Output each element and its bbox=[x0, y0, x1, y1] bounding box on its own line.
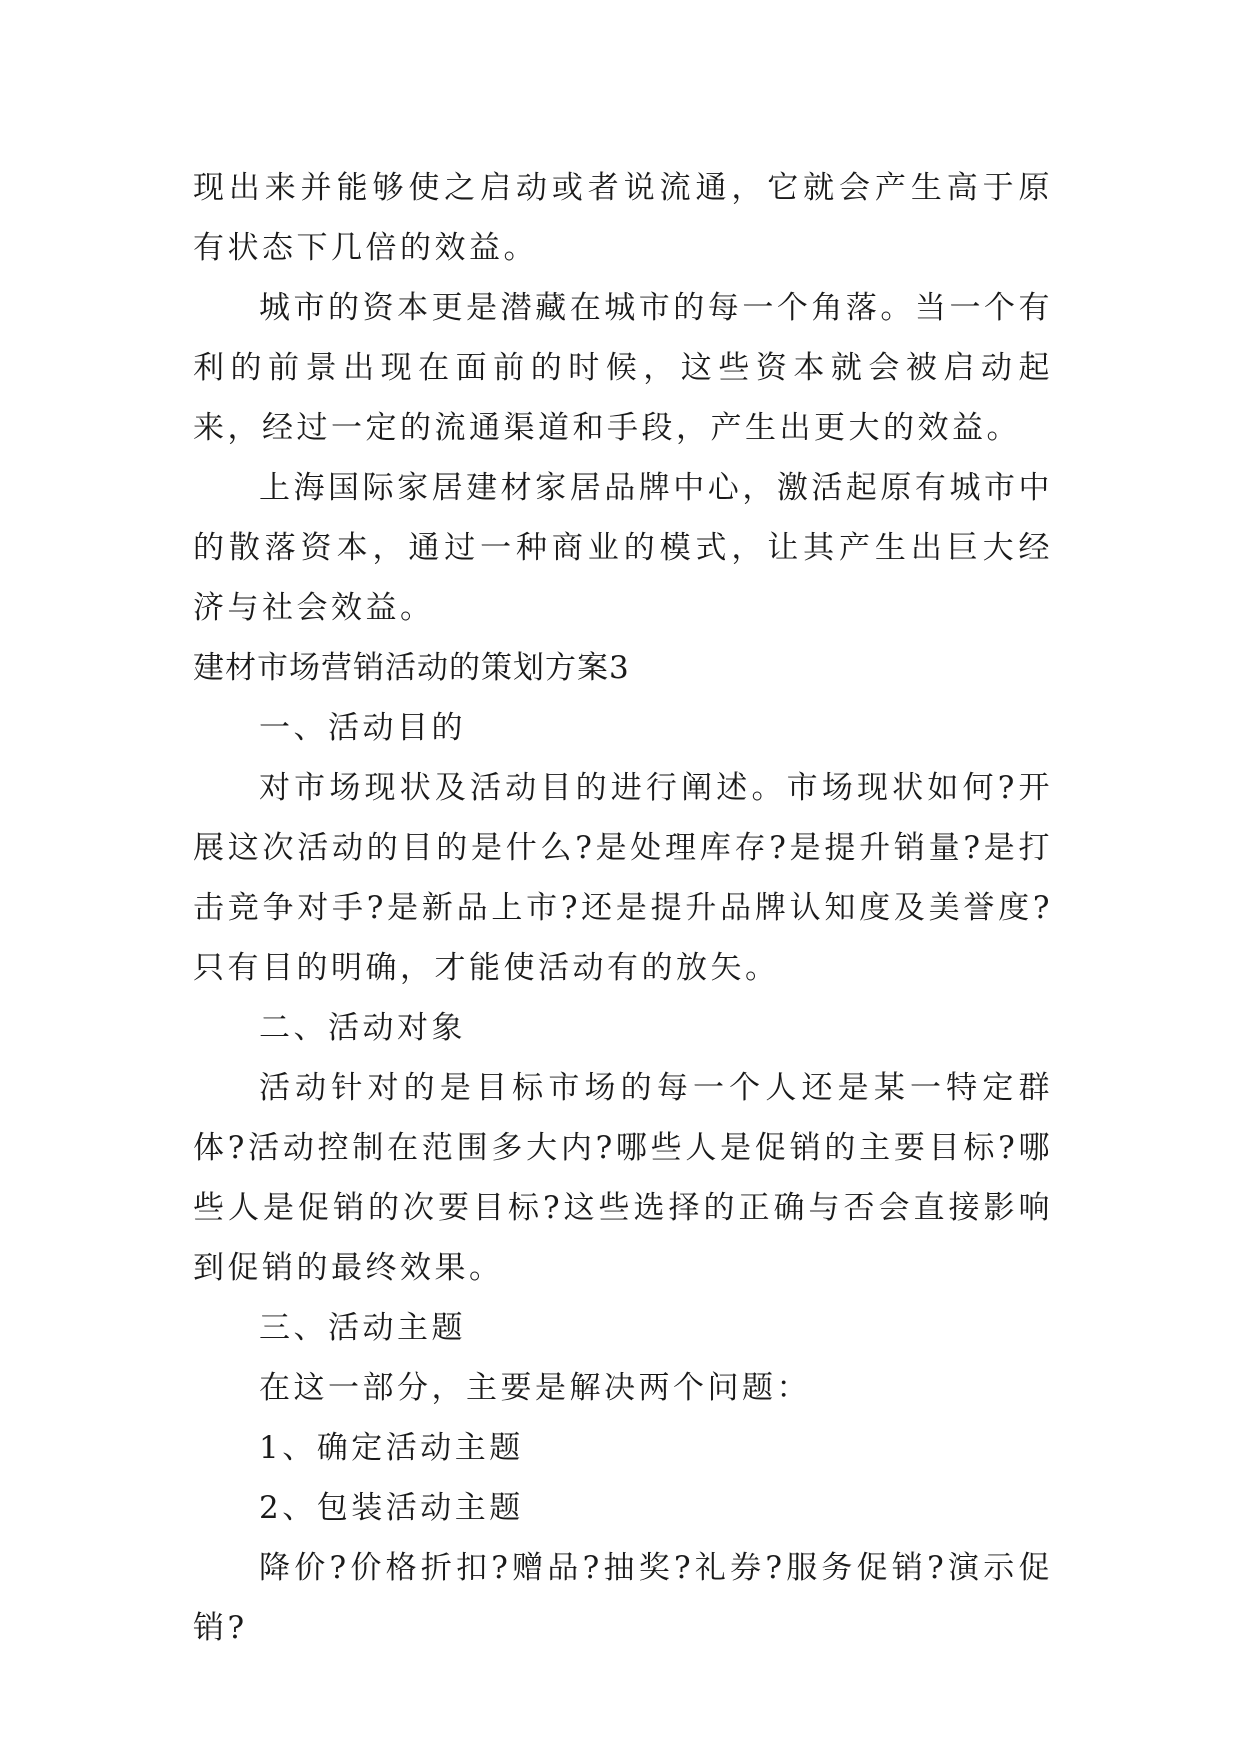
section2-heading: 二、活动对象 bbox=[259, 1010, 466, 1046]
continuation-paragraph: 现出来并能够使之启动或者说流通，它就会产生高于原有状态下几倍的效益。 bbox=[193, 170, 1053, 266]
section3-heading: 三、活动主题 bbox=[259, 1310, 466, 1346]
paragraph-city-capital: 城市的资本更是潜藏在城市的每一个角落。当一个有利的前景出现在面前的时候，这些资本就会被启动起来，经过一定的流通渠道和手段，产生出更大的效益。 bbox=[193, 290, 1053, 446]
section-title: 建材市场营销活动的策划方案3 bbox=[193, 650, 630, 686]
document-page bbox=[193, 158, 1053, 1658]
paragraph-shanghai-center: 上海国际家居建材家居品牌中心，激活起原有城市中的散落资本，通过一种商业的模式，让其产生出巨大经济与社会效益。 bbox=[193, 470, 1053, 626]
section3-intro: 在这一部分，主要是解决两个问题： bbox=[259, 1370, 811, 1406]
section1-body: 对市场现状及活动目的进行阐述。市场现状如何?开展这次活动的目的是什么?是处理库存?是提升销量?是打击竞争对手?是新品上市?还是提升品牌认知度及美誉度?只有目的明确，才能使活动有的放矢。 bbox=[193, 770, 1053, 986]
section1-heading: 一、活动目的 bbox=[259, 710, 466, 746]
section3-tail: 降价?价格折扣?赠品?抽奖?礼券?服务促销?演示促销? bbox=[193, 1550, 1053, 1646]
section3-item-2: 2、包装活动主题 bbox=[259, 1490, 524, 1526]
section3-item-1: 1、确定活动主题 bbox=[259, 1430, 524, 1466]
section2-body: 活动针对的是目标市场的每一个人还是某一特定群体?活动控制在范围多大内?哪些人是促销的主要目标?哪些人是促销的次要目标?这些选择的正确与否会直接影响到促销的最终效果。 bbox=[193, 1070, 1053, 1286]
